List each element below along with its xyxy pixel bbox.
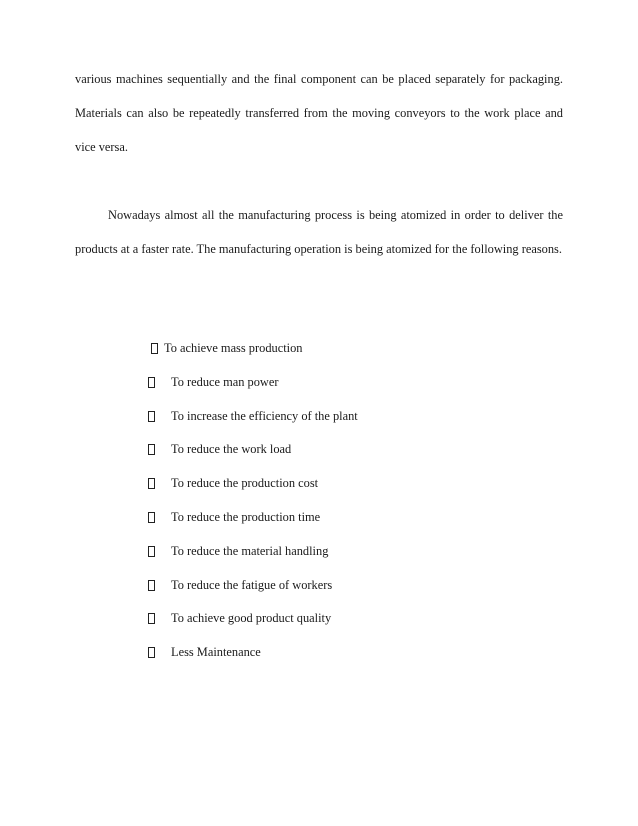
- missing-glyph-box-icon: [151, 343, 158, 354]
- list-item-text: To reduce the fatigue of workers: [171, 577, 333, 592]
- list-item-text: To reduce the work load: [171, 442, 292, 457]
- list-item: [148, 370, 358, 404]
- list-item: [148, 640, 358, 674]
- list-item: [148, 539, 358, 573]
- list-item: [148, 573, 358, 607]
- missing-glyph-box-icon: [148, 613, 155, 624]
- list-item-text: To reduce the production time: [171, 509, 321, 524]
- list-item: [148, 606, 358, 640]
- missing-glyph-box-icon: [148, 580, 155, 591]
- paragraph-automation-reasons-intro: Nowadays almost all the manufacturing process is being atomized in order to deliver the products at a faster rate. The manufacturing operation is being atomized for the following reasons.: [75, 208, 563, 256]
- list-item-text: To achieve mass production: [164, 341, 303, 355]
- list-item-text: To increase the efficiency of the plant: [171, 408, 358, 423]
- list-item-text: To reduce the material handling: [171, 543, 329, 558]
- missing-glyph-box-icon: [148, 647, 155, 658]
- list-item-text: To achieve good product quality: [171, 611, 332, 626]
- missing-glyph-box-icon: [148, 411, 155, 422]
- missing-glyph-box-icon: [148, 512, 155, 523]
- missing-glyph-box-icon: [148, 444, 155, 455]
- list-item-text: To reduce man power: [171, 374, 279, 389]
- list-item-text: To reduce the production cost: [171, 476, 319, 491]
- paragraph-conveyor-transfer: various machines sequentially and the final component can be placed separately for packaging. Materials can also be repeatedly transferred from the moving conveyors to the work place and vice versa.: [75, 72, 563, 154]
- list-item: [148, 404, 358, 438]
- list-item: [148, 471, 358, 505]
- list-item-text: Less Maintenance: [171, 645, 261, 660]
- list-item: [148, 505, 358, 539]
- list-item: [148, 336, 358, 370]
- list-item: [148, 437, 358, 471]
- missing-glyph-box-icon: [148, 546, 155, 557]
- reasons-list: [148, 336, 358, 674]
- missing-glyph-box-icon: [148, 377, 155, 388]
- missing-glyph-box-icon: [148, 478, 155, 489]
